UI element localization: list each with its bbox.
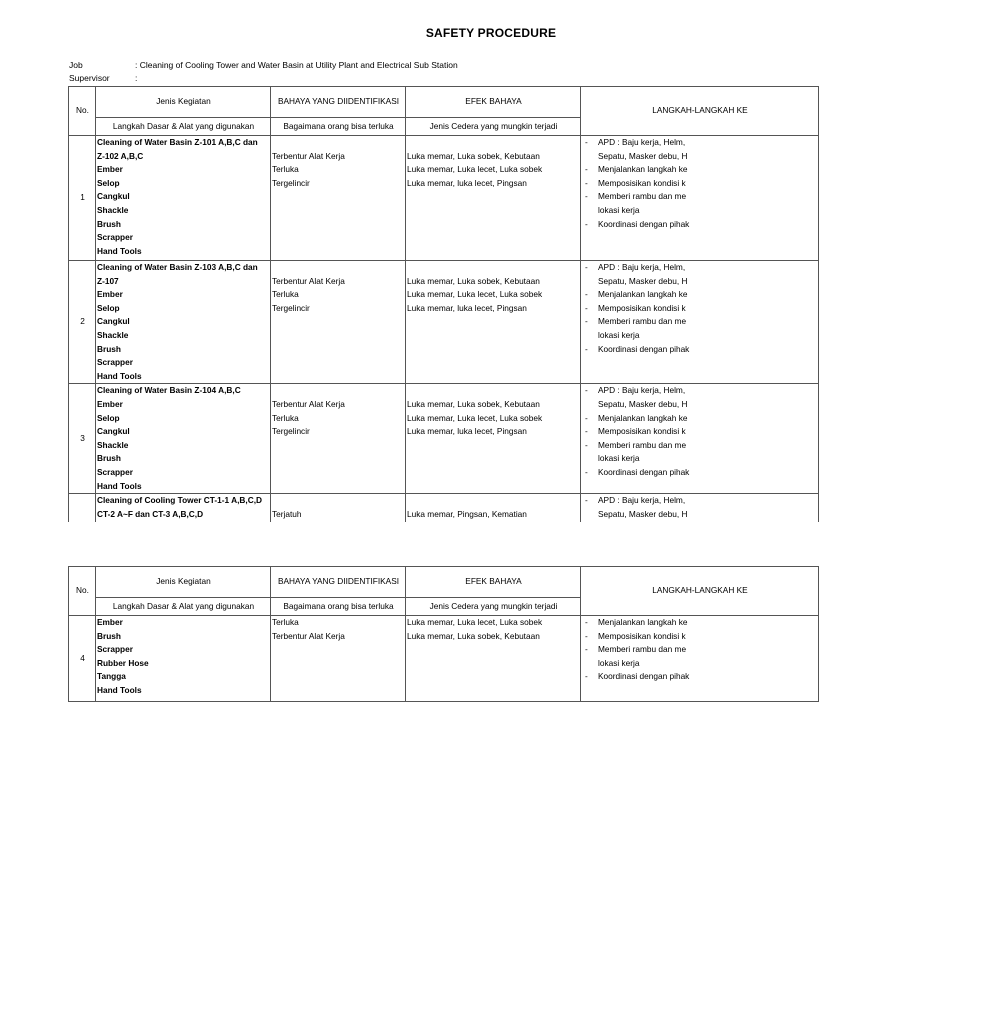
row-number: 3 bbox=[69, 384, 96, 494]
step-line bbox=[585, 190, 818, 204]
effect-cell bbox=[406, 494, 581, 522]
header-langkah-dasar: Langkah Dasar & Alat yang digunakan bbox=[96, 118, 271, 136]
activity-line: Brush bbox=[97, 630, 121, 641]
spacer bbox=[407, 384, 580, 398]
activity-line: Cangkul bbox=[97, 316, 130, 327]
step-line: lokasi kerja bbox=[598, 329, 640, 340]
header-langkah-dasar: Langkah Dasar & Alat yang digunakan bbox=[96, 598, 271, 616]
hazard-cell bbox=[271, 384, 406, 494]
step-text: Menjalankan langkah ke bbox=[598, 164, 688, 175]
step-line bbox=[585, 439, 818, 453]
bullet-dash: - bbox=[585, 191, 588, 202]
row-number: 1 bbox=[69, 136, 96, 261]
bullet-dash: - bbox=[585, 439, 588, 450]
step-line bbox=[585, 670, 818, 684]
table-row bbox=[69, 494, 819, 522]
header-bagaimana: Bagaimana orang bisa terluka bbox=[271, 598, 406, 616]
step-line: Sepatu, Masker debu, H bbox=[598, 398, 688, 409]
spacer bbox=[272, 136, 405, 150]
spacer bbox=[272, 261, 405, 275]
effect-line: Luka memar, Luka sobek, Kebutaan bbox=[407, 630, 540, 641]
step-line bbox=[585, 412, 818, 426]
safety-table-1-wrapper bbox=[68, 86, 748, 520]
step-line bbox=[585, 494, 818, 508]
row-number: 4 bbox=[69, 616, 96, 702]
table-row bbox=[69, 616, 819, 702]
step-line bbox=[585, 343, 818, 357]
activity-line: Hand Tools bbox=[97, 245, 142, 256]
step-line bbox=[585, 288, 818, 302]
step-line bbox=[585, 616, 818, 630]
bullet-dash: - bbox=[585, 671, 588, 682]
activity-line: Brush bbox=[97, 343, 121, 354]
effect-line: Luka memar, Luka lecet, Luka sobek bbox=[407, 412, 543, 423]
activity-line: Scrapper bbox=[97, 644, 133, 655]
bullet-dash: - bbox=[585, 385, 588, 396]
hazard-cell bbox=[271, 616, 406, 702]
header-langkah: LANGKAH-LANGKAH KE bbox=[581, 567, 819, 616]
step-text: Menjalankan langkah ke bbox=[598, 617, 688, 627]
effect-line: Luka memar, Luka lecet, Luka sobek bbox=[407, 164, 543, 175]
step-line: lokasi kerja bbox=[598, 657, 640, 668]
step-text: APD : Baju kerja, Helm, bbox=[598, 262, 686, 272]
hazard-cell bbox=[271, 261, 406, 384]
activity-line: Shackle bbox=[97, 204, 129, 215]
header-jenis-cedera: Jenis Cedera yang mungkin terjadi bbox=[406, 598, 581, 616]
hazard-line: Terluka bbox=[272, 289, 299, 300]
bullet-dash: - bbox=[585, 644, 588, 655]
safety-table-1 bbox=[68, 86, 819, 522]
activity-line: Hand Tools bbox=[97, 480, 142, 491]
step-line bbox=[585, 630, 818, 644]
activity-cell bbox=[96, 136, 271, 261]
steps-cell bbox=[581, 136, 819, 261]
hazard-line: Tergelincir bbox=[272, 426, 310, 437]
activity-line: Scrapper bbox=[97, 466, 133, 477]
activity-line: Selop bbox=[97, 302, 120, 313]
activity-line: Z-107 bbox=[97, 275, 119, 286]
bullet-dash: - bbox=[585, 617, 588, 627]
effect-line: Luka memar, Luka sobek, Kebutaan bbox=[407, 275, 540, 286]
header-no: No. bbox=[69, 87, 96, 136]
activity-line: Cangkul bbox=[97, 191, 130, 202]
activity-line: Scrapper bbox=[97, 357, 133, 368]
effect-cell bbox=[406, 616, 581, 702]
job-label: Job bbox=[69, 60, 83, 70]
header-bahaya: BAHAYA YANG DIIDENTIFIKASI bbox=[271, 87, 406, 118]
header-row bbox=[69, 87, 819, 118]
bullet-dash: - bbox=[585, 289, 588, 300]
row-number bbox=[69, 494, 96, 522]
bullet-dash: - bbox=[585, 218, 588, 229]
effect-cell bbox=[406, 384, 581, 494]
activity-line: CT-2 A~F dan CT-3 A,B,C,D bbox=[97, 508, 204, 519]
step-line bbox=[585, 261, 818, 275]
activity-line: Brush bbox=[97, 453, 121, 464]
hazard-line: Terbentur Alat Kerja bbox=[272, 630, 345, 641]
effect-cell bbox=[406, 136, 581, 261]
header-jenis-cedera: Jenis Cedera yang mungkin terjadi bbox=[406, 118, 581, 136]
effect-line: Luka memar, luka lecet, Pingsan bbox=[407, 177, 527, 188]
step-text: Memberi rambu dan me bbox=[598, 644, 687, 655]
activity-line: Tangga bbox=[97, 671, 126, 682]
document-title: SAFETY PROCEDURE bbox=[425, 26, 557, 40]
hazard-line: Terbentur Alat Kerja bbox=[272, 150, 345, 161]
step-text: Memposisikan kondisi k bbox=[598, 630, 686, 641]
step-text: Menjalankan langkah ke bbox=[598, 412, 688, 423]
hazard-line: Terluka bbox=[272, 412, 299, 423]
activity-line: Hand Tools bbox=[97, 684, 142, 695]
bullet-dash: - bbox=[585, 495, 588, 506]
effect-line: Luka memar, luka lecet, Pingsan bbox=[407, 302, 527, 313]
step-text: Memposisikan kondisi k bbox=[598, 302, 686, 313]
step-line: Sepatu, Masker debu, H bbox=[598, 150, 688, 161]
activity-cell bbox=[96, 616, 271, 702]
header-jenis-kegiatan: Jenis Kegiatan bbox=[96, 87, 271, 118]
spacer bbox=[407, 136, 580, 150]
hazard-line: Terjatuh bbox=[272, 508, 302, 519]
activity-line: Z-102 A,B,C bbox=[97, 150, 144, 161]
step-line bbox=[585, 466, 818, 480]
step-text: Memberi rambu dan me bbox=[598, 191, 687, 202]
activity-cell bbox=[96, 384, 271, 494]
activity-line: Rubber Hose bbox=[97, 657, 149, 668]
header-efek: EFEK BAHAYA bbox=[406, 87, 581, 118]
effect-line: Luka memar, Pingsan, Kematian bbox=[407, 508, 527, 519]
activity-line: Selop bbox=[97, 177, 120, 188]
step-line bbox=[585, 425, 818, 439]
supervisor-label: Supervisor bbox=[69, 73, 110, 83]
hazard-cell bbox=[271, 494, 406, 522]
header-row bbox=[69, 567, 819, 598]
step-text: Koordinasi dengan pihak bbox=[598, 671, 690, 682]
activity-line: Cleaning of Water Basin Z-101 A,B,C dan bbox=[97, 137, 258, 147]
activity-line: Hand Tools bbox=[97, 370, 142, 381]
bullet-dash: - bbox=[585, 177, 588, 188]
header-no: No. bbox=[69, 567, 96, 616]
step-line bbox=[585, 218, 818, 232]
step-text: Memberi rambu dan me bbox=[598, 439, 687, 450]
bullet-dash: - bbox=[585, 466, 588, 477]
bullet-dash: - bbox=[585, 412, 588, 423]
activity-line: Ember bbox=[97, 617, 123, 627]
step-line bbox=[585, 315, 818, 329]
bullet-dash: - bbox=[585, 426, 588, 437]
header-jenis-kegiatan: Jenis Kegiatan bbox=[96, 567, 271, 598]
activity-cell bbox=[96, 261, 271, 384]
header-efek: EFEK BAHAYA bbox=[406, 567, 581, 598]
activity-line: Shackle bbox=[97, 329, 129, 340]
step-text: Koordinasi dengan pihak bbox=[598, 343, 690, 354]
hazard-cell bbox=[271, 136, 406, 261]
spacer bbox=[272, 384, 405, 398]
steps-cell bbox=[581, 494, 819, 522]
step-text: Memposisikan kondisi k bbox=[598, 426, 686, 437]
activity-line: Selop bbox=[97, 412, 120, 423]
table-row bbox=[69, 384, 819, 494]
bullet-dash: - bbox=[585, 164, 588, 175]
bullet-dash: - bbox=[585, 343, 588, 354]
activity-line: Scrapper bbox=[97, 232, 133, 243]
step-text: APD : Baju kerja, Helm, bbox=[598, 385, 686, 396]
hazard-line: Terbentur Alat Kerja bbox=[272, 398, 345, 409]
activity-line: Brush bbox=[97, 218, 121, 229]
step-line bbox=[585, 302, 818, 316]
activity-line: Ember bbox=[97, 289, 123, 300]
hazard-line: Terbentur Alat Kerja bbox=[272, 275, 345, 286]
header-bahaya: BAHAYA YANG DIIDENTIFIKASI bbox=[271, 567, 406, 598]
hazard-line: Terluka bbox=[272, 164, 299, 175]
step-line bbox=[585, 384, 818, 398]
step-line bbox=[585, 177, 818, 191]
steps-cell bbox=[581, 616, 819, 702]
effect-line: Luka memar, Luka lecet, Luka sobek bbox=[407, 617, 543, 627]
step-line bbox=[585, 136, 818, 150]
effect-cell bbox=[406, 261, 581, 384]
step-line bbox=[585, 163, 818, 177]
activity-line: Shackle bbox=[97, 439, 129, 450]
effect-line: Luka memar, luka lecet, Pingsan bbox=[407, 426, 527, 437]
step-text: Menjalankan langkah ke bbox=[598, 289, 688, 300]
job-value: : Cleaning of Cooling Tower and Water Basin at Utility Plant and Electrical Sub Station bbox=[135, 60, 458, 70]
table-row bbox=[69, 136, 819, 261]
safety-table-2 bbox=[68, 566, 819, 702]
activity-cell bbox=[96, 494, 271, 522]
activity-line: Ember bbox=[97, 164, 123, 175]
activity-line: Cangkul bbox=[97, 426, 130, 437]
step-line: lokasi kerja bbox=[598, 204, 640, 215]
step-line bbox=[585, 643, 818, 657]
step-line: lokasi kerja bbox=[598, 453, 640, 464]
hazard-line: Tergelincir bbox=[272, 302, 310, 313]
step-text: Koordinasi dengan pihak bbox=[598, 466, 690, 477]
steps-cell bbox=[581, 261, 819, 384]
activity-line: Ember bbox=[97, 398, 123, 409]
effect-line: Luka memar, Luka lecet, Luka sobek bbox=[407, 289, 543, 300]
step-text: APD : Baju kerja, Helm, bbox=[598, 137, 686, 147]
effect-line: Luka memar, Luka sobek, Kebutaan bbox=[407, 398, 540, 409]
table-row bbox=[69, 261, 819, 384]
step-line: Sepatu, Masker debu, H bbox=[598, 275, 688, 286]
activity-line: Cleaning of Water Basin Z-104 A,B,C bbox=[97, 385, 241, 396]
bullet-dash: - bbox=[585, 630, 588, 641]
steps-cell bbox=[581, 384, 819, 494]
hazard-line: Tergelincir bbox=[272, 177, 310, 188]
supervisor-value: : bbox=[135, 73, 138, 83]
bullet-dash: - bbox=[585, 316, 588, 327]
effect-line: Luka memar, Luka sobek, Kebutaan bbox=[407, 150, 540, 161]
bullet-dash: - bbox=[585, 137, 588, 147]
bullet-dash: - bbox=[585, 302, 588, 313]
spacer bbox=[407, 261, 580, 275]
activity-line: Cleaning of Cooling Tower CT-1-1 A,B,C,D bbox=[97, 495, 263, 506]
header-bagaimana: Bagaimana orang bisa terluka bbox=[271, 118, 406, 136]
header-langkah: LANGKAH-LANGKAH KE bbox=[581, 87, 819, 136]
spacer bbox=[407, 494, 580, 508]
bullet-dash: - bbox=[585, 262, 588, 272]
step-line: Sepatu, Masker debu, H bbox=[598, 508, 688, 519]
activity-line: Cleaning of Water Basin Z-103 A,B,C dan bbox=[97, 262, 258, 272]
spacer bbox=[272, 494, 405, 508]
supervisor-line bbox=[69, 72, 137, 84]
step-text: Memberi rambu dan me bbox=[598, 316, 687, 327]
safety-table-2-wrapper bbox=[68, 566, 748, 706]
row-number: 2 bbox=[69, 261, 96, 384]
step-text: Memposisikan kondisi k bbox=[598, 177, 686, 188]
step-text: Koordinasi dengan pihak bbox=[598, 218, 690, 229]
job-line bbox=[69, 59, 458, 71]
hazard-line: Terluka bbox=[272, 617, 299, 627]
step-text: APD : Baju kerja, Helm, bbox=[598, 495, 686, 506]
